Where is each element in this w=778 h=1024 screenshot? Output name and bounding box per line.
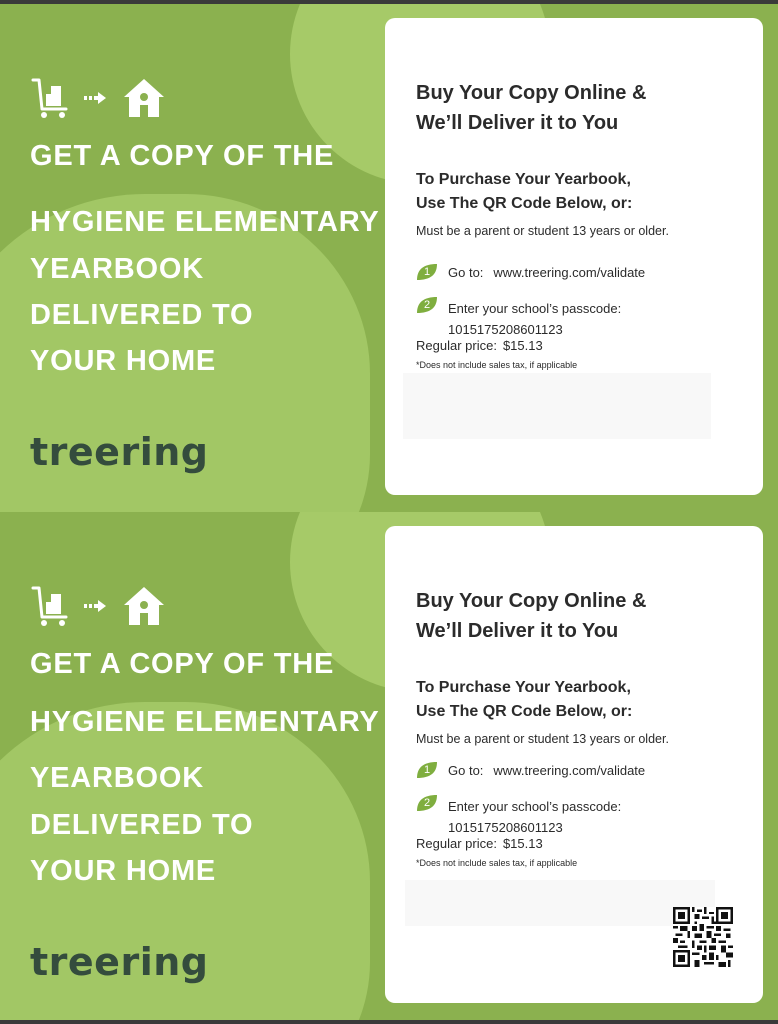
step-2: [416, 296, 621, 340]
price-value: $15.13: [502, 836, 543, 851]
yearbook-flyer-top: [0, 4, 778, 512]
yearbook-flyer-bottom: [0, 512, 778, 1020]
step-2: [416, 794, 621, 838]
step-1-number: 1: [423, 764, 431, 776]
validate-link[interactable]: www.treering.com/validate: [493, 763, 646, 778]
headline-line-3: YEARBOOK: [30, 253, 204, 285]
headline-line-1: GET A COPY OF THE: [30, 140, 335, 172]
qr-placeholder-area: [405, 880, 715, 926]
leaf-icon: [416, 794, 438, 812]
step-2-number: 2: [423, 797, 431, 809]
qr-code-icon[interactable]: [673, 907, 733, 967]
arrow-right-icon: [84, 599, 108, 613]
leaf-icon: [416, 296, 438, 314]
headline-line-2: HYGIENE ELEMENTARY: [30, 706, 380, 738]
card-subtitle-line-1: To Purchase Your Yearbook,: [416, 171, 631, 188]
headline-line-4: DELIVERED TO: [30, 299, 254, 331]
price-row: [416, 338, 543, 353]
step-1: [416, 761, 645, 779]
headline-line-2: HYGIENE ELEMENTARY: [30, 206, 380, 238]
card-subtitle-line-2: Use The QR Code Below, or:: [416, 195, 633, 212]
leaf-icon: [416, 761, 438, 779]
card-subtitle-line-1: To Purchase Your Yearbook,: [416, 679, 631, 696]
step-2-label: Enter your school’s passcode:: [448, 799, 622, 814]
step-1-label: Go to:: [448, 763, 484, 778]
treering-logo: treering: [30, 940, 209, 984]
eligibility-note: Must be a parent or student 13 years or older.: [416, 732, 669, 746]
card-title-line-2: We’ll Deliver it to You: [416, 620, 619, 642]
card-subtitle: [416, 676, 632, 724]
home-icon: [122, 77, 166, 119]
price-label: Regular price:: [416, 338, 497, 353]
qr-placeholder-area: [403, 373, 711, 439]
dolly-cart-icon: [30, 77, 70, 119]
headline-line-5: YOUR HOME: [30, 855, 217, 887]
step-1-number: 1: [423, 266, 431, 278]
treering-logo: treering: [30, 430, 209, 474]
step-1-label: Go to:: [448, 265, 484, 280]
passcode: 1015175208601123: [448, 322, 563, 337]
card-subtitle-line-2: Use The QR Code Below, or:: [416, 703, 633, 720]
card-title: [416, 586, 646, 646]
card-title-line-1: Buy Your Copy Online &: [416, 82, 647, 104]
validate-link[interactable]: www.treering.com/validate: [493, 265, 646, 280]
eligibility-note: Must be a parent or student 13 years or older.: [416, 224, 669, 238]
delivery-icons: [30, 76, 166, 120]
card-title-line-2: We’ll Deliver it to You: [416, 112, 619, 134]
headline-line-5: YOUR HOME: [30, 345, 217, 377]
price-row: [416, 836, 543, 851]
card-title-line-1: Buy Your Copy Online &: [416, 590, 647, 612]
price-value: $15.13: [502, 338, 543, 353]
leaf-icon: [416, 263, 438, 281]
headline-line-4: DELIVERED TO: [30, 809, 254, 841]
tax-disclaimer: *Does not include sales tax, if applicable: [416, 360, 578, 370]
step-1: [416, 263, 645, 281]
delivery-icons: [30, 584, 166, 628]
step-2-number: 2: [423, 299, 431, 311]
purchase-card: [385, 526, 763, 1003]
price-label: Regular price:: [416, 836, 497, 851]
home-icon: [122, 585, 166, 627]
passcode: 1015175208601123: [448, 820, 563, 835]
card-subtitle: [416, 168, 632, 216]
tax-disclaimer: *Does not include sales tax, if applicable: [416, 858, 578, 868]
dolly-cart-icon: [30, 585, 70, 627]
arrow-right-icon: [84, 91, 108, 105]
headline-line-1: GET A COPY OF THE: [30, 648, 335, 680]
card-title: [416, 78, 646, 138]
step-2-label: Enter your school’s passcode:: [448, 301, 622, 316]
purchase-card: [385, 18, 763, 495]
headline-line-3: YEARBOOK: [30, 762, 204, 794]
